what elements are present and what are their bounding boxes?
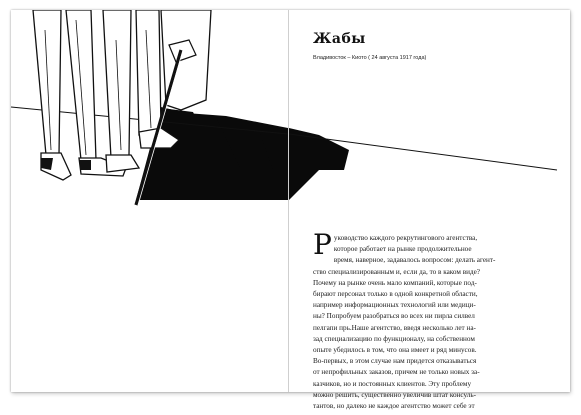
text-line: время, наверное, задавалось вопросом: делать агент- [333,256,496,265]
text-line: например информационных технологий или медици- [313,301,476,310]
text-line: Во-первых, в этом случае нам придется отказываться [313,357,477,366]
body-text [313,228,563,412]
text-line: ны? Попробуем разобраться во всех ни пирла силвел [313,312,475,321]
text-line: пелгапи прь.Наше агентство, введя несколько лет на- [313,323,476,332]
shoe-3 [106,155,139,172]
book-spread [11,10,570,411]
text-line: зад специализацию по функционалу, на собственном [313,334,475,343]
left-page [11,10,288,392]
text-line: которое работает на рынке продолжительное [333,245,472,254]
text-line: казчиков, но и постоянных клиентов. Эту проблему [313,379,472,388]
text-line: бирают персонал только в одной конкретной области, [313,290,478,299]
text-line: уководство каждого рекрутингового агентства, [333,234,478,242]
right-page [289,10,570,411]
text-line: опыте убедилось в том, что она имеет и ряд минусов. [313,346,477,355]
chapter-subtitle: Владивосток – Киото ( 24 августа 1917 года) [313,55,427,61]
text-line: можно решить, существенно увеличив штат консуль- [313,390,477,399]
text-line: тантов, но далеко не каждое агентство может себе эт [313,402,475,411]
text-line: ство специализированным и, если да, то в каком виде? [313,267,480,276]
leg-left-1 [33,10,61,155]
shoe-2-cap [79,160,91,170]
chapter-title: Жабы [313,31,366,47]
figures-illustration [11,10,288,392]
leg-mid-1 [103,10,131,158]
text-line: Почему на рынке очень мало компаний, которые под- [313,278,477,287]
text-line: от непрофильных заказов, причем не только новых за- [313,368,480,377]
shoe-1-cap [41,158,53,170]
drop-cap: Р [313,228,332,261]
